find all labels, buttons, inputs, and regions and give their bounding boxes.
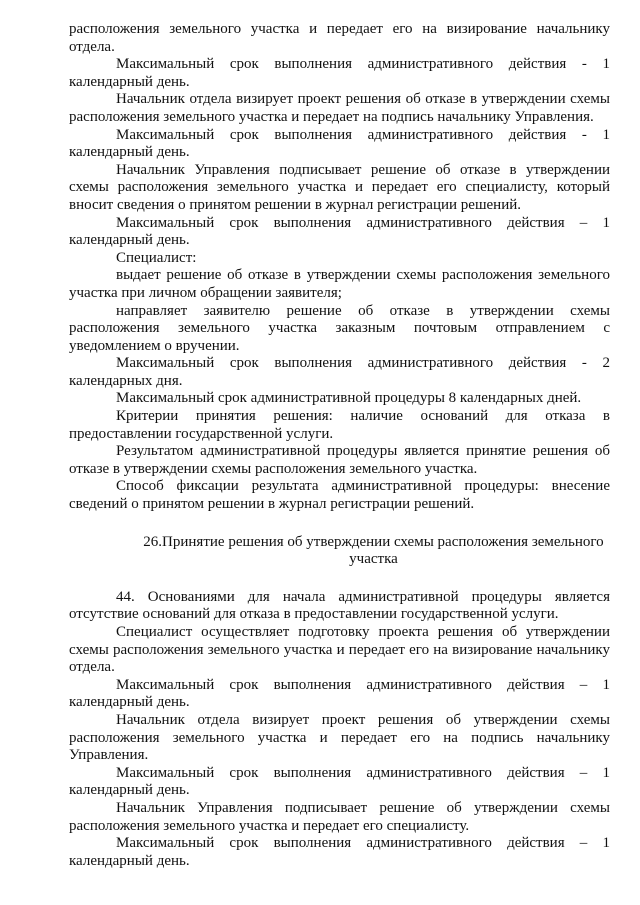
paragraph: Начальник Управления подписывает решение об утверждении схемы расположения земельного участка и передает его специалисту.	[69, 799, 610, 834]
paragraph: Начальник отдела визирует проект решения об отказе в утверждении схемы расположения земельного участка и передает на подпись начальнику Управления.	[69, 91, 610, 125]
paragraph: Результатом административной процедуры является принятие решения об отказе в утверждении схемы расположения земельного участка.	[69, 443, 610, 477]
paragraph: направляет заявителю решение об отказе в утверждении схемы расположения земельного участка заказным почтовым отправлением с уведомлением о вручении.	[69, 302, 610, 354]
paragraph: Максимальный срок выполнения административного действия – 1 календарный день.	[69, 676, 610, 711]
paragraph: Специалист осуществляет подготовку проекта решения об утверждении схемы расположения земельного участка и передает его на визирование начальнику отдела.	[69, 624, 610, 676]
section-heading: 26.Принятие решения об утверждении схемы расположения земельного участка	[143, 533, 604, 568]
section-bottom	[69, 589, 610, 871]
paragraph: Максимальный срок административной процедуры 8 календарных дней.	[116, 390, 582, 407]
paragraph: Критерии принятия решения: наличие оснований для отказа в предоставлении государственной услуги.	[69, 408, 610, 442]
paragraph: Максимальный срок выполнения административного действия - 2 календарных дня.	[69, 355, 610, 389]
paragraph: Максимальный срок выполнения административного действия – 1 календарный день.	[69, 214, 610, 249]
paragraph: Начальник Управления подписывает решение об отказе в утверждении схемы расположения земельного участка и передает его специалисту, который вносит сведения о принятом решении в журнал регистрации решений.	[69, 161, 610, 213]
paragraph: Максимальный срок выполнения административного действия – 1 календарный день.	[69, 764, 610, 799]
paragraph: Специалист:	[116, 249, 197, 266]
paragraph: 44. Основаниями для начала административной процедуры является отсутствие оснований для отказа в предоставлении государственной услуги.	[69, 588, 610, 623]
paragraph: Начальник отдела визирует проект решения об утверждении схемы расположения земельного участка и передает его на подпись начальнику Управления.	[69, 711, 610, 764]
paragraph: Максимальный срок выполнения административного действия - 1 календарный день.	[69, 56, 610, 90]
paragraph: расположения земельного участка и передает его на визирование начальнику отдела.	[69, 21, 610, 55]
paragraph: выдает решение об отказе в утверждении схемы расположения земельного участка при личном обращении заявителя;	[69, 267, 610, 301]
paragraph: Способ фиксации результата административной процедуры: внесение сведений о принятом решении в журнал регистрации решений.	[69, 478, 610, 513]
section-top	[69, 21, 610, 514]
paragraph: Максимальный срок выполнения административного действия – 1 календарный день.	[69, 835, 610, 869]
paragraph: Максимальный срок выполнения административного действия - 1 календарный день.	[69, 126, 610, 161]
